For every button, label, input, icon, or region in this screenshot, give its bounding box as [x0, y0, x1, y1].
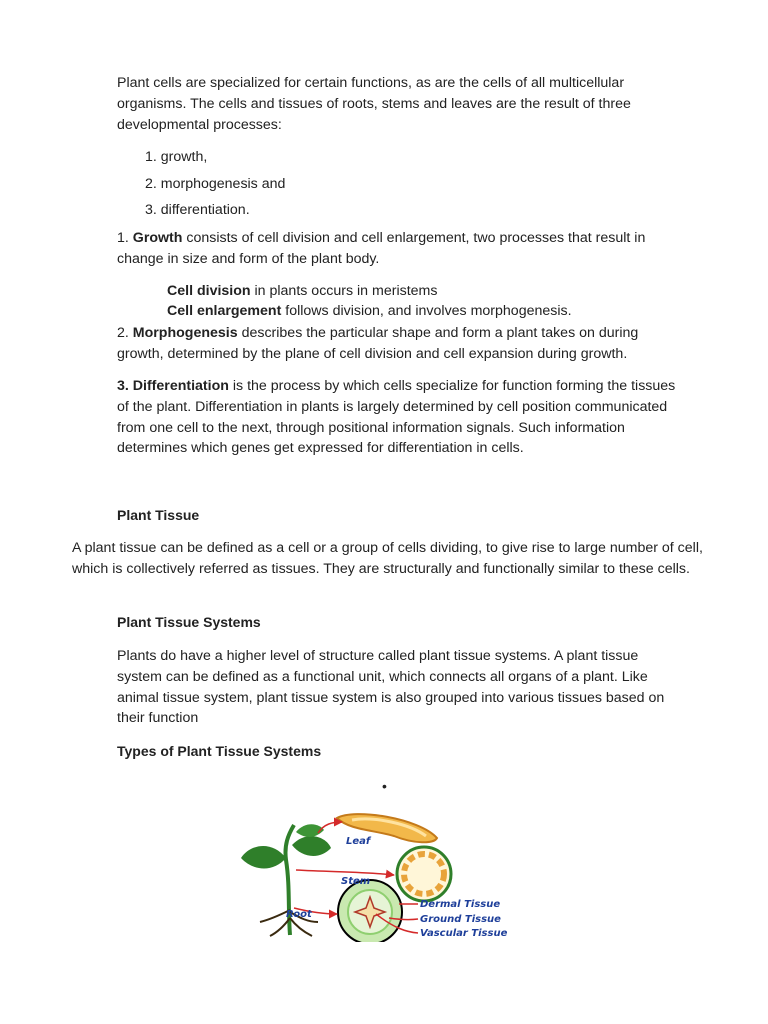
dermal-tissue-label: Dermal Tissue — [420, 899, 501, 910]
plant-tissue-systems-paragraph: Plants do have a higher level of structure called plant tissue systems. A plant tissue system can be defined as a functional unit, which connects all organs of a plant. Like animal tissue system, plant tissue system is also grouped into various tissues based on their function — [117, 648, 665, 727]
growth-number: 1. — [117, 230, 133, 246]
plant-tissue-systems-heading: Plant Tissue Systems — [117, 614, 261, 630]
plant-tissue-diagram — [234, 800, 534, 942]
ground-tissue-label: Ground Tissue — [420, 914, 501, 925]
growth-text: consists of cell division and cell enlargement, two processes that result in change in size and form of the plant body. — [117, 230, 646, 267]
plant-tissue-paragraph: A plant tissue can be defined as a cell or a group of cells dividing, to give rise to large number of cell, which is collectively referred as tissues. They are structurally and functionally similar to these cells. — [72, 540, 703, 577]
list-item: 3. differentiation. — [145, 202, 250, 218]
cell-enlargement-line — [167, 301, 572, 321]
growth-term: Growth — [132, 230, 183, 246]
cell-division-text: in plants occurs in meristems — [250, 283, 438, 299]
root-section-illustration — [338, 880, 402, 942]
leaf-cluster — [292, 836, 331, 856]
morphogenesis-text: describes the particular shape and form a plant takes on during growth, determined by the plane of cell division and cell expansion during growth. — [117, 325, 639, 362]
vascular-tissue-label: Vascular Tissue — [420, 928, 508, 939]
cell-division-term: Cell division — [167, 283, 251, 299]
leaf-label: Leaf — [346, 836, 371, 847]
cell-enlargement-text: follows division, and involves morphogenesis. — [281, 303, 572, 319]
intro-paragraph: Plant cells are specialized for certain functions, as are the cells of all multicellular organisms. The cells and tissues of roots, stems and leaves are the result of three developmental processes: — [117, 75, 631, 133]
differentiation-term: 3. Differentiation — [117, 378, 229, 394]
plant-tissue-heading: Plant Tissue — [117, 507, 200, 523]
growth-paragraph — [117, 228, 677, 270]
differentiation-paragraph — [117, 376, 677, 459]
stem-section-illustration — [397, 847, 451, 901]
list-item: 2. morphogenesis and — [145, 175, 286, 192]
morphogenesis-paragraph — [117, 323, 677, 365]
list-item: 1. growth, — [145, 149, 208, 165]
bullet: • — [382, 778, 387, 794]
morphogenesis-number: 2. — [117, 325, 133, 341]
types-heading: Types of Plant Tissue Systems — [117, 743, 322, 759]
root-label: Root — [286, 909, 312, 920]
developmental-processes-list — [145, 147, 285, 227]
cell-enlargement-term: Cell enlargement — [167, 303, 282, 319]
arrow-to-stem — [296, 870, 394, 875]
morphogenesis-term: Morphogenesis — [132, 325, 238, 341]
stem-label: Stem — [341, 876, 371, 887]
cell-division-line — [167, 281, 437, 301]
differentiation-text: is the process by which cells specialize for function forming the tissues of the plant. Differentiation in plants is largely determined by cell position communicated from one cell to the next, through positional information signals. Such information determines which genes get expressed for differentiation in cells. — [117, 378, 676, 457]
left-leaf — [241, 846, 286, 869]
